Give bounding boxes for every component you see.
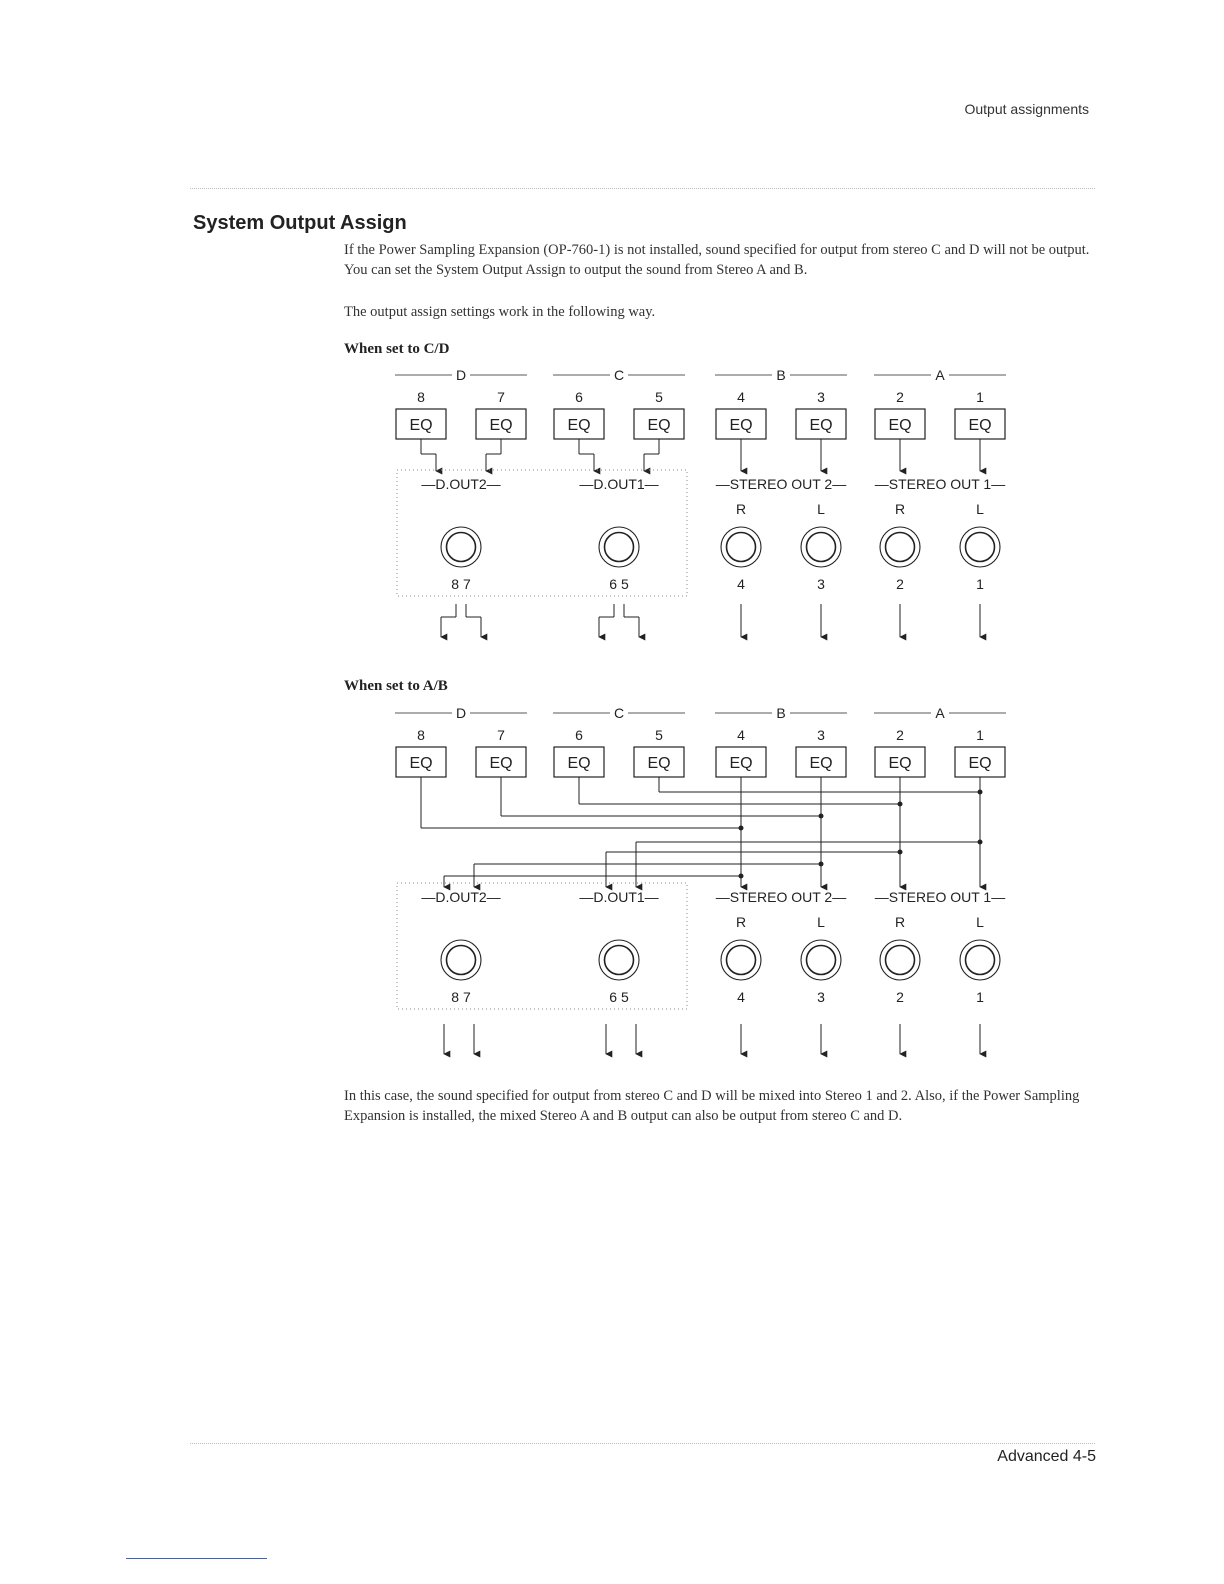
side-label-l: L [817,914,825,930]
dout2-label: —D.OUT2— [421,889,501,905]
eq-label: EQ [647,417,671,434]
group-label-b: B [776,705,786,721]
channel-number: 5 [655,727,663,743]
side-label-r: R [894,501,906,517]
channel-number: 7 [497,389,505,405]
output-jack-inner [605,533,634,562]
channel-number: 2 [896,727,904,743]
eq-label: EQ [968,755,992,772]
page-edge-line [126,1558,267,1559]
stereo-out-1-label: —STEREO OUT 1— [874,476,1006,492]
output-jack-inner [447,946,476,975]
group-label-c: C [613,705,625,721]
eq-label: EQ [409,755,433,772]
intro-paragraph: If the Power Sampling Expansion (OP-760-1) is not installed, sound specified for output from stereo C and D will not be output. You can set the System Output Assign to output the sound from Stereo A and B. [344,242,1090,278]
eq-label: EQ [809,755,833,772]
eq-label: EQ [888,755,912,772]
channel-number: 2 [896,389,904,405]
diagram-ab [395,705,1006,1054]
side-label-r: R [894,914,906,930]
eq-label: EQ [489,755,513,772]
section-title: System Output Assign [193,212,407,234]
channel-number: 1 [976,389,984,405]
dout1-jack-numbers: 6 5 [609,989,629,1005]
output-jack-inner [447,533,476,562]
channel-number: 5 [655,389,663,405]
stereo-out-1-label: —STEREO OUT 1— [874,889,1006,905]
side-label-l: L [976,914,984,930]
group-label-d: D [455,367,467,383]
group-label-b: B [776,367,786,383]
output-jack-inner [966,946,995,975]
side-label-l: L [817,501,825,517]
channel-number: 7 [497,727,505,743]
caption-ab: When set to A/B [344,678,448,694]
channel-number: 1 [976,727,984,743]
group-label-c: C [613,367,625,383]
dout2-jack-numbers: 8 7 [451,989,471,1005]
output-jack-inner [727,533,756,562]
group-label-a: A [935,705,945,721]
diagram-cd [395,367,1006,637]
group-label-a: A [935,367,945,383]
group-label-d: D [455,705,467,721]
stereo-jack-number: 1 [976,576,984,592]
eq-label: EQ [888,417,912,434]
eq-label: EQ [809,417,833,434]
eq-label: EQ [567,755,591,772]
channel-number: 4 [737,389,745,405]
channel-number: 6 [575,389,583,405]
stereo-jack-number: 2 [896,576,904,592]
dout1-label: —D.OUT1— [579,476,659,492]
output-jack-inner [807,533,836,562]
channel-number: 3 [817,389,825,405]
output-jack-inner [886,946,915,975]
output-jack-inner [886,533,915,562]
eq-label: EQ [489,417,513,434]
stereo-jack-number: 3 [817,576,825,592]
eq-label: EQ [729,417,753,434]
stereo-out-2-label: —STEREO OUT 2— [715,476,847,492]
stereo-out-2-label: —STEREO OUT 2— [715,889,847,905]
channel-number: 6 [575,727,583,743]
bottom-divider [190,1443,1095,1444]
dout1-jack-numbers: 6 5 [609,576,629,592]
dout2-jack-numbers: 8 7 [451,576,471,592]
eq-label: EQ [567,417,591,434]
stereo-jack-number: 3 [817,989,825,1005]
output-jack-inner [966,533,995,562]
side-label-l: L [976,501,984,517]
channel-number: 3 [817,727,825,743]
eq-label: EQ [647,755,671,772]
page-number: Advanced 4-5 [997,1448,1096,1465]
stereo-jack-number: 2 [896,989,904,1005]
eq-label: EQ [729,755,753,772]
eq-label: EQ [409,417,433,434]
running-header: Output assignments [964,101,1089,117]
side-label-r: R [735,914,747,930]
output-jack-inner [807,946,836,975]
side-label-r: R [735,501,747,517]
output-jack-inner [605,946,634,975]
conclusion-paragraph: In this case, the sound specified for output from stereo C and D will be mixed into Stereo 1 and 2. Also, if the Power Sampling Expansion is installed, the mixed Stereo A and B output can also be output from stereo C and D. [344,1088,1080,1124]
dout2-label: —D.OUT2— [421,476,501,492]
dout1-label: —D.OUT1— [579,889,659,905]
channel-number: 4 [737,727,745,743]
channel-number: 8 [417,389,425,405]
stereo-jack-number: 1 [976,989,984,1005]
caption-cd: When set to C/D [344,341,450,357]
stereo-jack-number: 4 [737,576,745,592]
lead-paragraph: The output assign settings work in the following way. [344,304,656,320]
stereo-jack-number: 4 [737,989,745,1005]
output-jack-inner [727,946,756,975]
channel-number: 8 [417,727,425,743]
eq-label: EQ [968,417,992,434]
